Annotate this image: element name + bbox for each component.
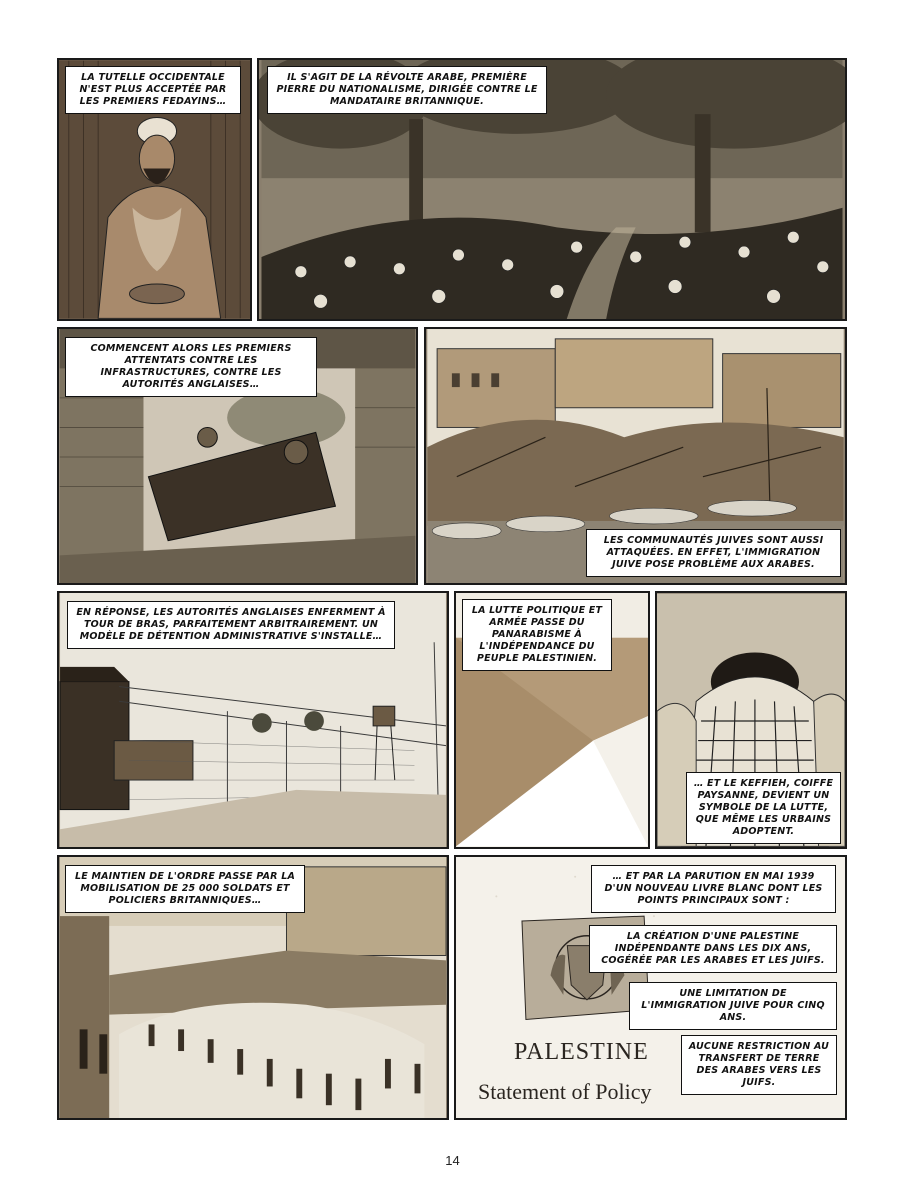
panel-portrait	[57, 58, 252, 321]
caption-p2: IL S'AGIT DE LA RÉVOLTE ARABE, PREMIÈRE PIERRE DU NATIONALISME, DIRIGÉE CONTRE LE MANDATAIRE BRITANNIQUE.	[267, 66, 547, 114]
panel-detention-camp	[57, 591, 449, 849]
caption-p7: … ET LE KEFFIEH, COIFFE PAYSANNE, DEVIENT UN SYMBOLE DE LA LUTTE, QUE MÊME LES URBAINS ADOPTENT.	[686, 772, 841, 844]
caption-p3: COMMENCENT ALORS LES PREMIERS ATTENTATS CONTRE LES INFRASTRUCTURES, CONTRE LES AUTORITÉS ANGLAISES…	[65, 337, 317, 397]
caption-p4: LES COMMUNAUTÉS JUIVES SONT AUSSI ATTAQUÉES. EN EFFET, L'IMMIGRATION JUIVE POSE PROBLÈME AUX ARABES.	[586, 529, 841, 577]
document-title: PALESTINE	[514, 1039, 649, 1065]
caption-p9b: LA CRÉATION D'UNE PALESTINE INDÉPENDANTE DANS LES DIX ANS, COGÉRÉE PAR LES ARABES ET LES JUIFS.	[589, 925, 837, 973]
caption-p9a: … ET PAR LA PARUTION EN MAI 1939 D'UN NOUVEAU LIVRE BLANC DONT LES POINTS PRINCIPAUX SONT :	[591, 865, 836, 913]
caption-p1: LA TUTELLE OCCIDENTALE N'EST PLUS ACCEPTÉE PAR LES PREMIERS FEDAYINS…	[65, 66, 241, 114]
panel-wrecked-train	[57, 327, 418, 585]
caption-p5: EN RÉPONSE, LES AUTORITÉS ANGLAISES ENFERMENT À TOUR DE BRAS, PARFAITEMENT ARBITRAIREMENT. UN MODÈLE DE DÉTENTION ADMINISTRATIVE S'INSTALLE…	[67, 601, 395, 649]
document-subtitle: Statement of Policy	[478, 1079, 652, 1104]
caption-p8: LE MAINTIEN DE L'ORDRE PASSE PAR LA MOBILISATION DE 25 000 SOLDATS ET POLICIERS BRITANNIQUES…	[65, 865, 305, 913]
panel-ruins	[424, 327, 847, 585]
page-number: 14	[445, 1153, 460, 1168]
caption-p9c: UNE LIMITATION DE L'IMMIGRATION JUIVE POUR CINQ ANS.	[629, 982, 837, 1030]
panel-soldiers	[57, 855, 449, 1120]
panel-white-paper	[454, 855, 847, 1120]
panel-keffiyeh	[655, 591, 847, 849]
panel-flag	[454, 591, 650, 849]
caption-p6: LA LUTTE POLITIQUE ET ARMÉE PASSE DU PANARABISME À L'INDÉPENDANCE DU PEUPLE PALESTINIEN.	[462, 599, 612, 671]
panel-crowd	[257, 58, 847, 321]
caption-p9d: AUCUNE RESTRICTION AU TRANSFERT DE TERRE DES ARABES VERS LES JUIFS.	[681, 1035, 837, 1095]
